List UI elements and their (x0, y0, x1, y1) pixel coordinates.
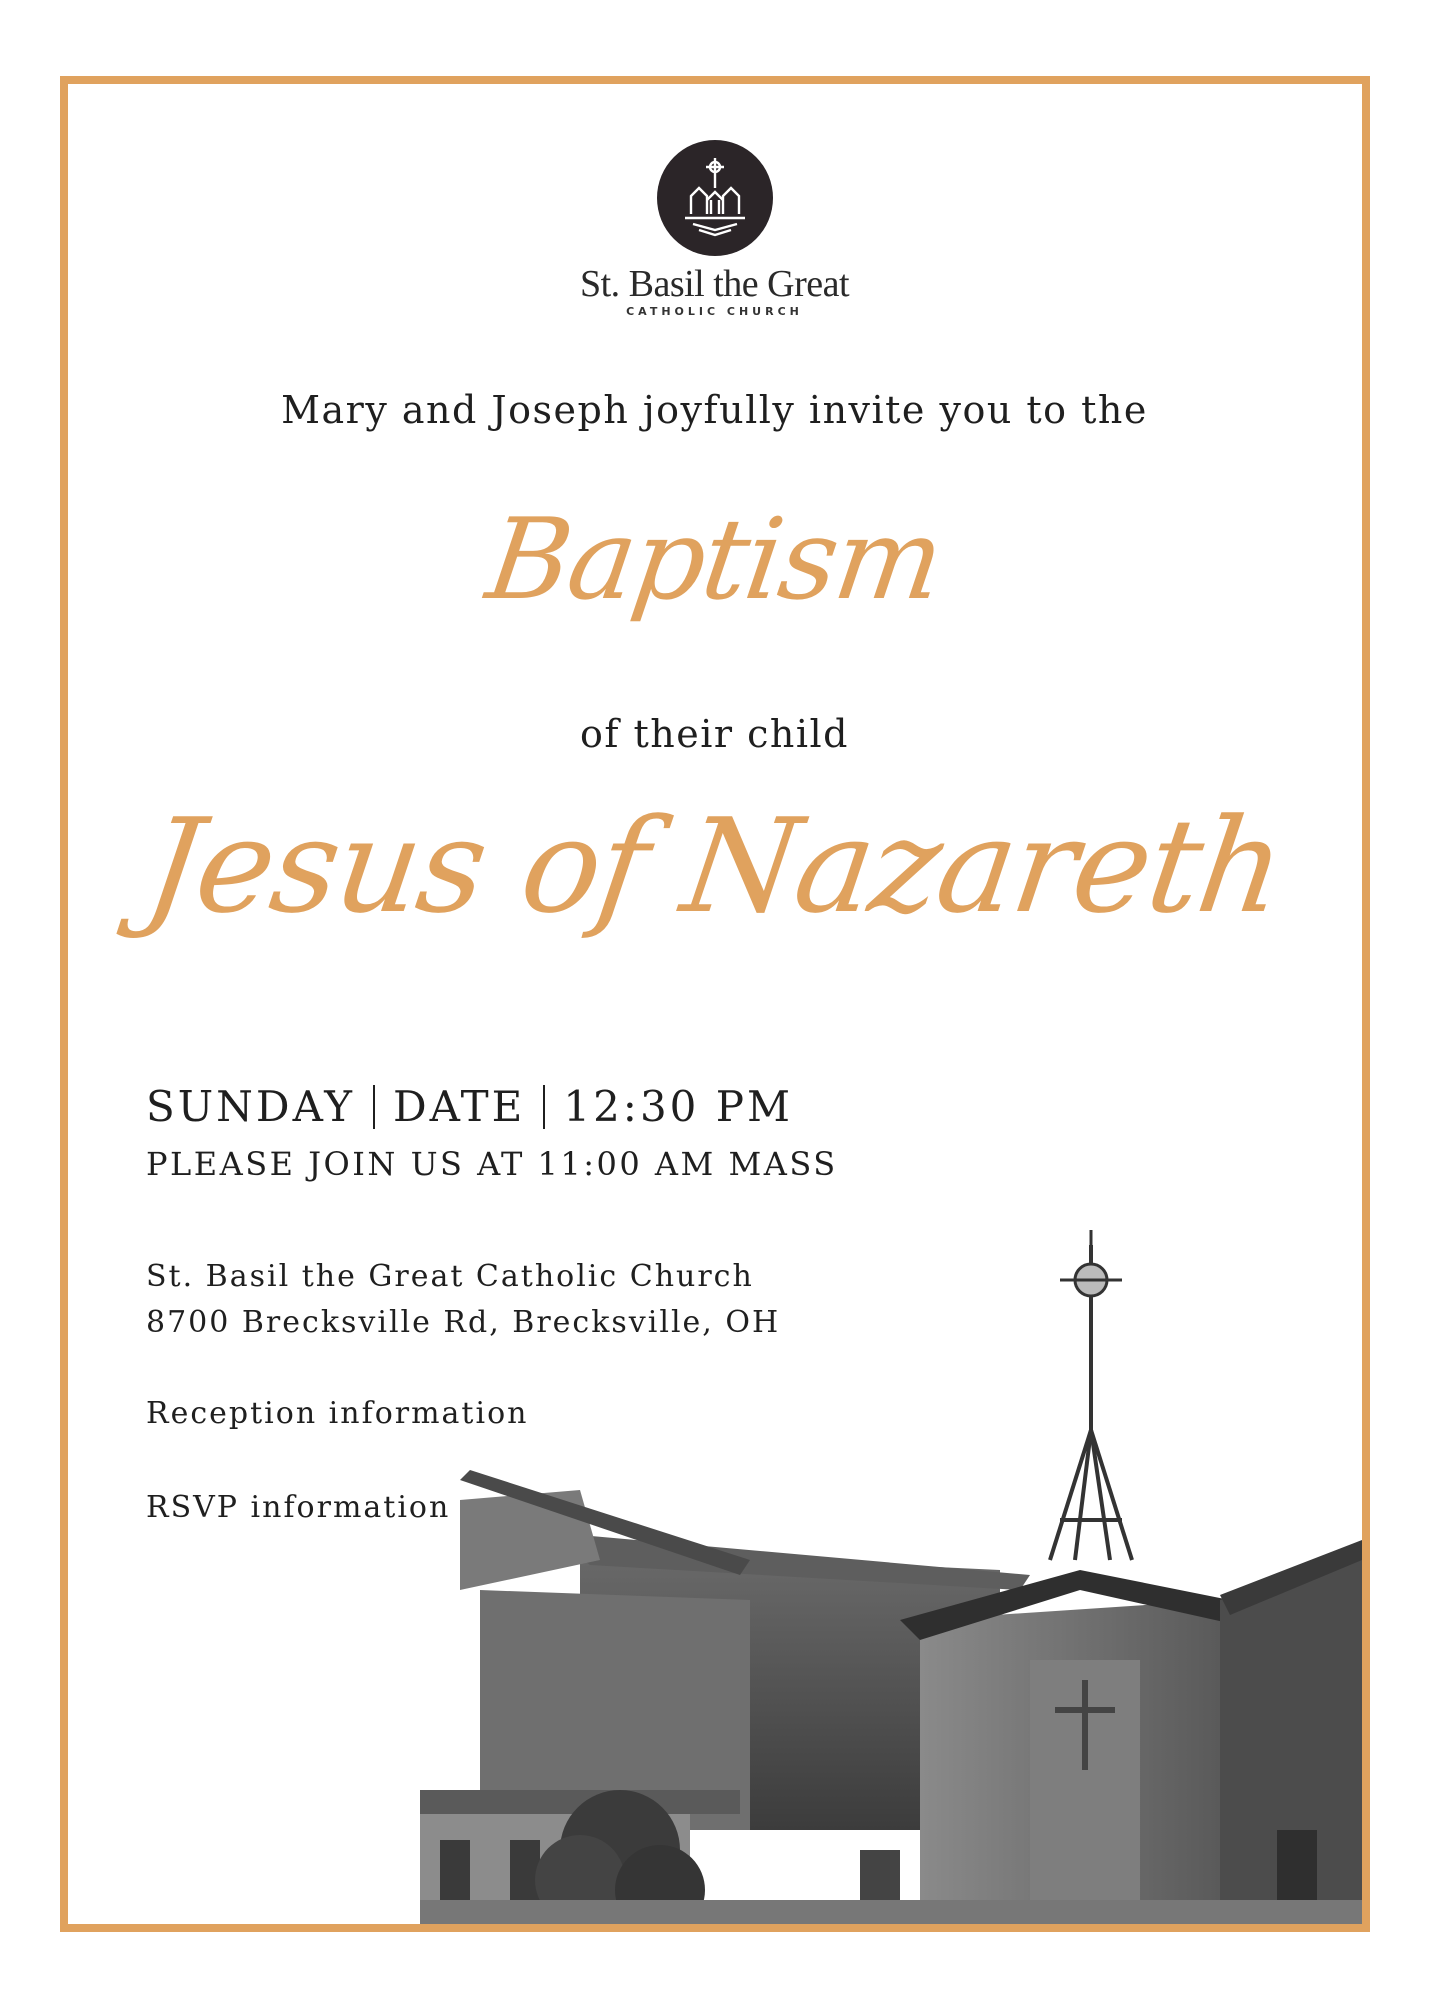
rsvp-info: RSVP information (146, 1490, 451, 1525)
church-name: St. Basil the Great (579, 263, 850, 305)
child-line: of their child (579, 712, 850, 756)
event-when (146, 1082, 838, 1131)
church-subtitle: CATHOLIC CHURCH (626, 305, 803, 318)
event-title: Baptism (479, 495, 950, 625)
event-day: SUNDAY (146, 1082, 355, 1131)
invitation-intro: Mary and Joseph joyfully invite you to the (281, 388, 1148, 432)
logo (0, 138, 1429, 262)
separator (543, 1085, 545, 1129)
church-cross-logo-icon (655, 138, 775, 258)
event-time: 12:30 PM (563, 1082, 793, 1131)
reception-info: Reception information (146, 1396, 529, 1431)
church-building-sketch-icon (420, 1230, 1362, 1924)
address-line-2: 8700 Brecksville Rd, Brecksville, OH (146, 1305, 781, 1340)
mass-info: PLEASE JOIN US AT 11:00 AM MASS (146, 1145, 838, 1183)
event-details (146, 1082, 838, 1183)
child-name: Jesus of Nazareth (137, 790, 1292, 942)
address-line-1: St. Basil the Great Catholic Church (146, 1259, 754, 1294)
event-date: DATE (392, 1082, 526, 1131)
separator (373, 1085, 375, 1129)
